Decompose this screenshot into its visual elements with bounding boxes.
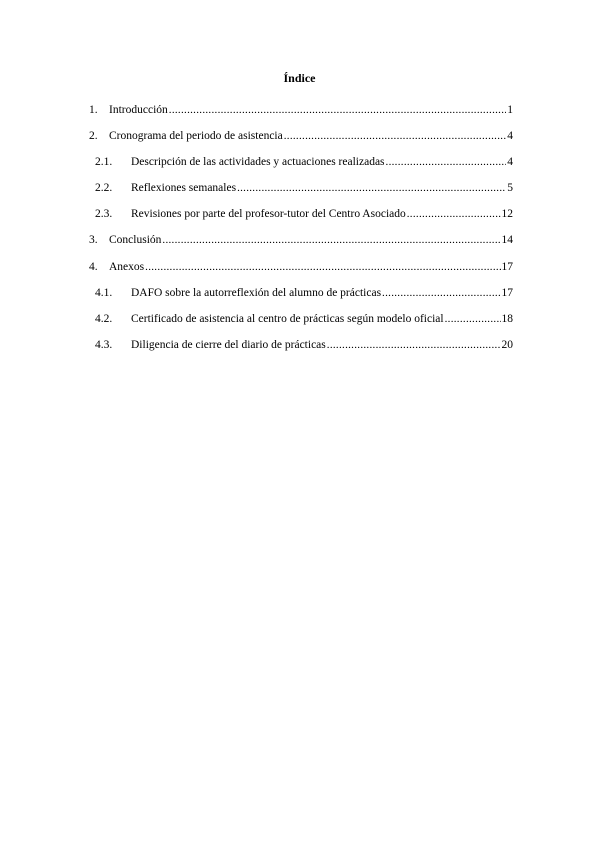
toc-entry-revisiones-profesor[interactable]	[0, 206, 599, 232]
toc-entry-anexos[interactable]	[0, 259, 599, 285]
toc-entry-label: Cronograma del periodo de asistencia	[109, 130, 283, 143]
dot-leader	[162, 232, 500, 248]
toc-entry-label: Anexos	[109, 260, 145, 273]
toc-entry-reflexiones-semanales[interactable]	[0, 180, 599, 206]
toc-entry-label: Introducción	[109, 104, 168, 116]
toc-entry-number: 2.3.	[95, 208, 113, 221]
dot-leader	[237, 180, 506, 196]
toc-entry-label: Diligencia de cierre del diario de prácticas	[131, 338, 326, 351]
dot-leader	[382, 285, 500, 301]
toc-entry-label: Reflexiones semanales	[131, 182, 237, 195]
toc-entry-label: Certificado de asistencia al centro de prácticas según modelo oficial	[131, 312, 444, 325]
toc-entry-cronograma[interactable]	[0, 128, 599, 154]
dot-leader	[145, 259, 500, 275]
dot-leader	[407, 206, 501, 222]
toc-entry-page: 4	[507, 156, 513, 169]
toc-entry-number: 2.2.	[95, 182, 113, 195]
toc-entry-number: 3.	[89, 234, 98, 247]
toc-entry-page: 14	[501, 234, 513, 247]
toc-entry-label: Revisiones por parte del profesor-tutor del Centro Asociado	[131, 208, 406, 221]
dot-leader	[445, 311, 501, 327]
toc-entry-page: 17	[501, 286, 513, 299]
table-of-contents	[0, 102, 599, 363]
toc-entry-certificado[interactable]	[0, 311, 599, 337]
toc-entry-number: 2.	[89, 130, 98, 143]
toc-entry-number: 4.	[89, 260, 98, 273]
dot-leader	[386, 154, 507, 170]
toc-entry-number: 1.	[89, 104, 98, 116]
toc-entry-number: 2.1.	[95, 156, 113, 169]
toc-entry-page: 1	[507, 104, 513, 116]
toc-entry-number: 4.3.	[95, 338, 113, 351]
dot-leader	[284, 128, 507, 144]
toc-entry-label: Conclusión	[109, 234, 162, 247]
dot-leader	[327, 337, 501, 353]
toc-entry-diligencia-cierre[interactable]	[0, 337, 599, 363]
toc-entry-number: 4.2.	[95, 312, 113, 325]
dot-leader	[169, 102, 506, 118]
toc-entry-number: 4.1.	[95, 286, 113, 299]
toc-entry-descripcion-actividades[interactable]	[0, 154, 599, 180]
toc-entry-label: Descripción de las actividades y actuaciones realizadas	[131, 156, 385, 169]
toc-entry-page: 5	[507, 182, 513, 195]
toc-entry-page: 17	[501, 260, 513, 273]
toc-entry-dafo[interactable]	[0, 285, 599, 311]
toc-entry-label: DAFO sobre la autorreflexión del alumno de prácticas	[131, 286, 382, 299]
toc-title: Índice	[283, 71, 316, 85]
toc-entry-page: 18	[501, 312, 513, 325]
toc-entry-page: 12	[501, 208, 513, 221]
toc-entry-page: 4	[507, 130, 513, 143]
toc-entry-introduccion[interactable]	[0, 102, 599, 128]
toc-entry-conclusion[interactable]	[0, 232, 599, 258]
toc-entry-page: 20	[501, 338, 513, 351]
